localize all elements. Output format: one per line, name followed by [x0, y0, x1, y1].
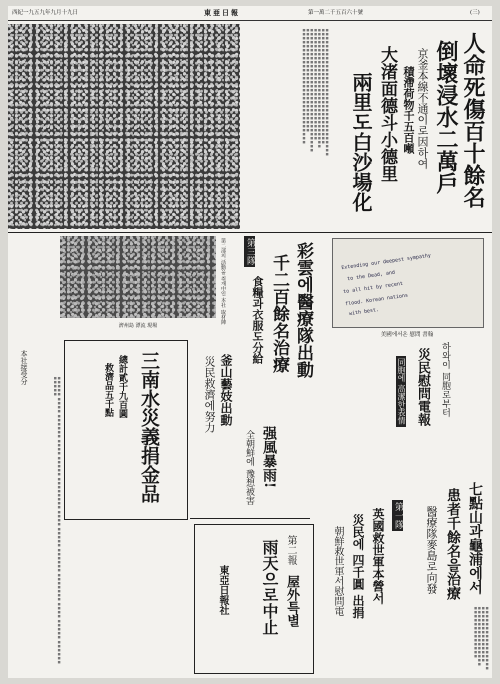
hawaii-headline-2: 災民慰問電報 [415, 348, 430, 426]
donation-box [64, 340, 188, 520]
first-team-headline-2: 災民에 四千圓 出捐 [351, 514, 365, 619]
hawaii-headline-3: 同胞에 高潔한表情 [397, 358, 406, 425]
masthead-issue: 第一萬二千五百六十號 [308, 10, 364, 16]
seven-points-headline-1: 七點山과龜浦에서 [467, 482, 483, 594]
relief-headline-1: 彩雲에醫療隊出動 [293, 242, 313, 378]
storm-subhead: 全朝鮮에 豫想被害 [244, 430, 254, 505]
top-headline-2: 倒壞浸水二萬戶 [433, 40, 459, 194]
donation-section-label: 本社接受分 [20, 350, 28, 385]
masthead-page-number: (三) [470, 10, 480, 16]
busan-headline-1: 釜山藝妓出動 [219, 354, 233, 426]
seven-points-headline-3: 醫療隊麥島로向發 [425, 506, 438, 594]
top-subhead-2: 積滯荷物千五百噸 [402, 66, 415, 154]
top-headline-3: 大渚面德斗小德里 [377, 46, 397, 182]
seven-points-headline-2: 患者千餘名을治療 [445, 488, 461, 600]
donor-list: ■■■■■ ■■■■ ■■■■■■ ■■■■ ■■■■■ ■■■■■■■■ ■■■■ ■■■■■ ■■■■■■ ■■■■■■■ ■■■■ ■■■■■ ■■■■■■ ■■■■■ [53, 376, 61, 665]
busan-headline-2: 災民救濟에努力 [203, 356, 216, 433]
letter-image: Extending our deepest sympathy to the Dead, and to all hit by recent flood. Korean nations with best. [332, 238, 484, 328]
special-source: 東亞日報社 [217, 565, 228, 615]
relief-headline-2: 千二百餘名治療 [269, 254, 289, 373]
storm-headline: 强風暴雨! [261, 426, 277, 489]
first-team-headline-3: 朝鮮救世軍서慰問電 [332, 526, 343, 616]
hawaii-headline-1: 하와이 同胞로부터 [440, 342, 450, 417]
top-headline-4: 兩里도白沙場化 [349, 72, 373, 212]
top-subhead-1: 京釜本線不通이로因하여 [416, 48, 429, 169]
donation-line-2: 救濟品五千點 [103, 363, 113, 417]
first-team-kicker: 第一隊 [393, 502, 403, 529]
newspaper-page [8, 6, 492, 678]
letter-caption: 美國에서온 慰問 書翰 [380, 332, 434, 338]
masthead-paper-name: 東亜日報 [204, 8, 240, 17]
top-headline-1: 人命死傷百十餘名 [460, 32, 486, 208]
photo-caption-1: 第二部의 活動을 취재中인 本社 取材陣 [220, 238, 226, 325]
photo-caption-2: 濟州島 漂流 現場 [118, 323, 158, 329]
masthead-date: 西紀一九五九年九月十九日 [12, 10, 79, 16]
body-text-bottom-right: ■■■■■■■■■■■■■■■■ ■■■■■■■■■■■■■■ ■■■■■■■■■■■■■■■ ■■■■■■■■■■■■■ [473, 606, 489, 670]
first-team-headline-1: 英國救世軍本營서 [371, 508, 385, 604]
special-report-box [194, 524, 314, 674]
special-headline-2: 雨天으로中止 [260, 539, 279, 635]
special-headline-1: 屋外특별 [284, 575, 299, 627]
crowd-photo [8, 24, 240, 229]
relief-subhead: 食糧과衣服도分給 [251, 276, 264, 364]
relief-photo [60, 236, 216, 318]
donation-line-1: 總計貳千九百圓 [117, 355, 127, 418]
third-team-kicker: 第三隊 [245, 238, 255, 265]
donation-title: 三南水災義捐金品 [138, 351, 160, 503]
body-text-column: ■■■■■■■■■■■■■■■■■■■■■■■■■■■■■■■■ ■■■■■■■■■■■■■■■■■■■■■■■■■■■■■ ■■■■■■■■■■■■■■■■■■■■■■■■■■■■■■ ■■■■■■■■■■■■■■■■■■■■■■■■■■■■ ■■■■■■■■■■■■■■■■■■■■■■■■■■■■■■■ ■■■■■■■■■■■■■■■■■■■■■■■■■■ ■■■■■■■■■■■■■■■■■■■■■■■■■■■■■ [301, 28, 329, 156]
special-kicker: 第二報 [285, 535, 296, 565]
masthead [8, 6, 492, 21]
